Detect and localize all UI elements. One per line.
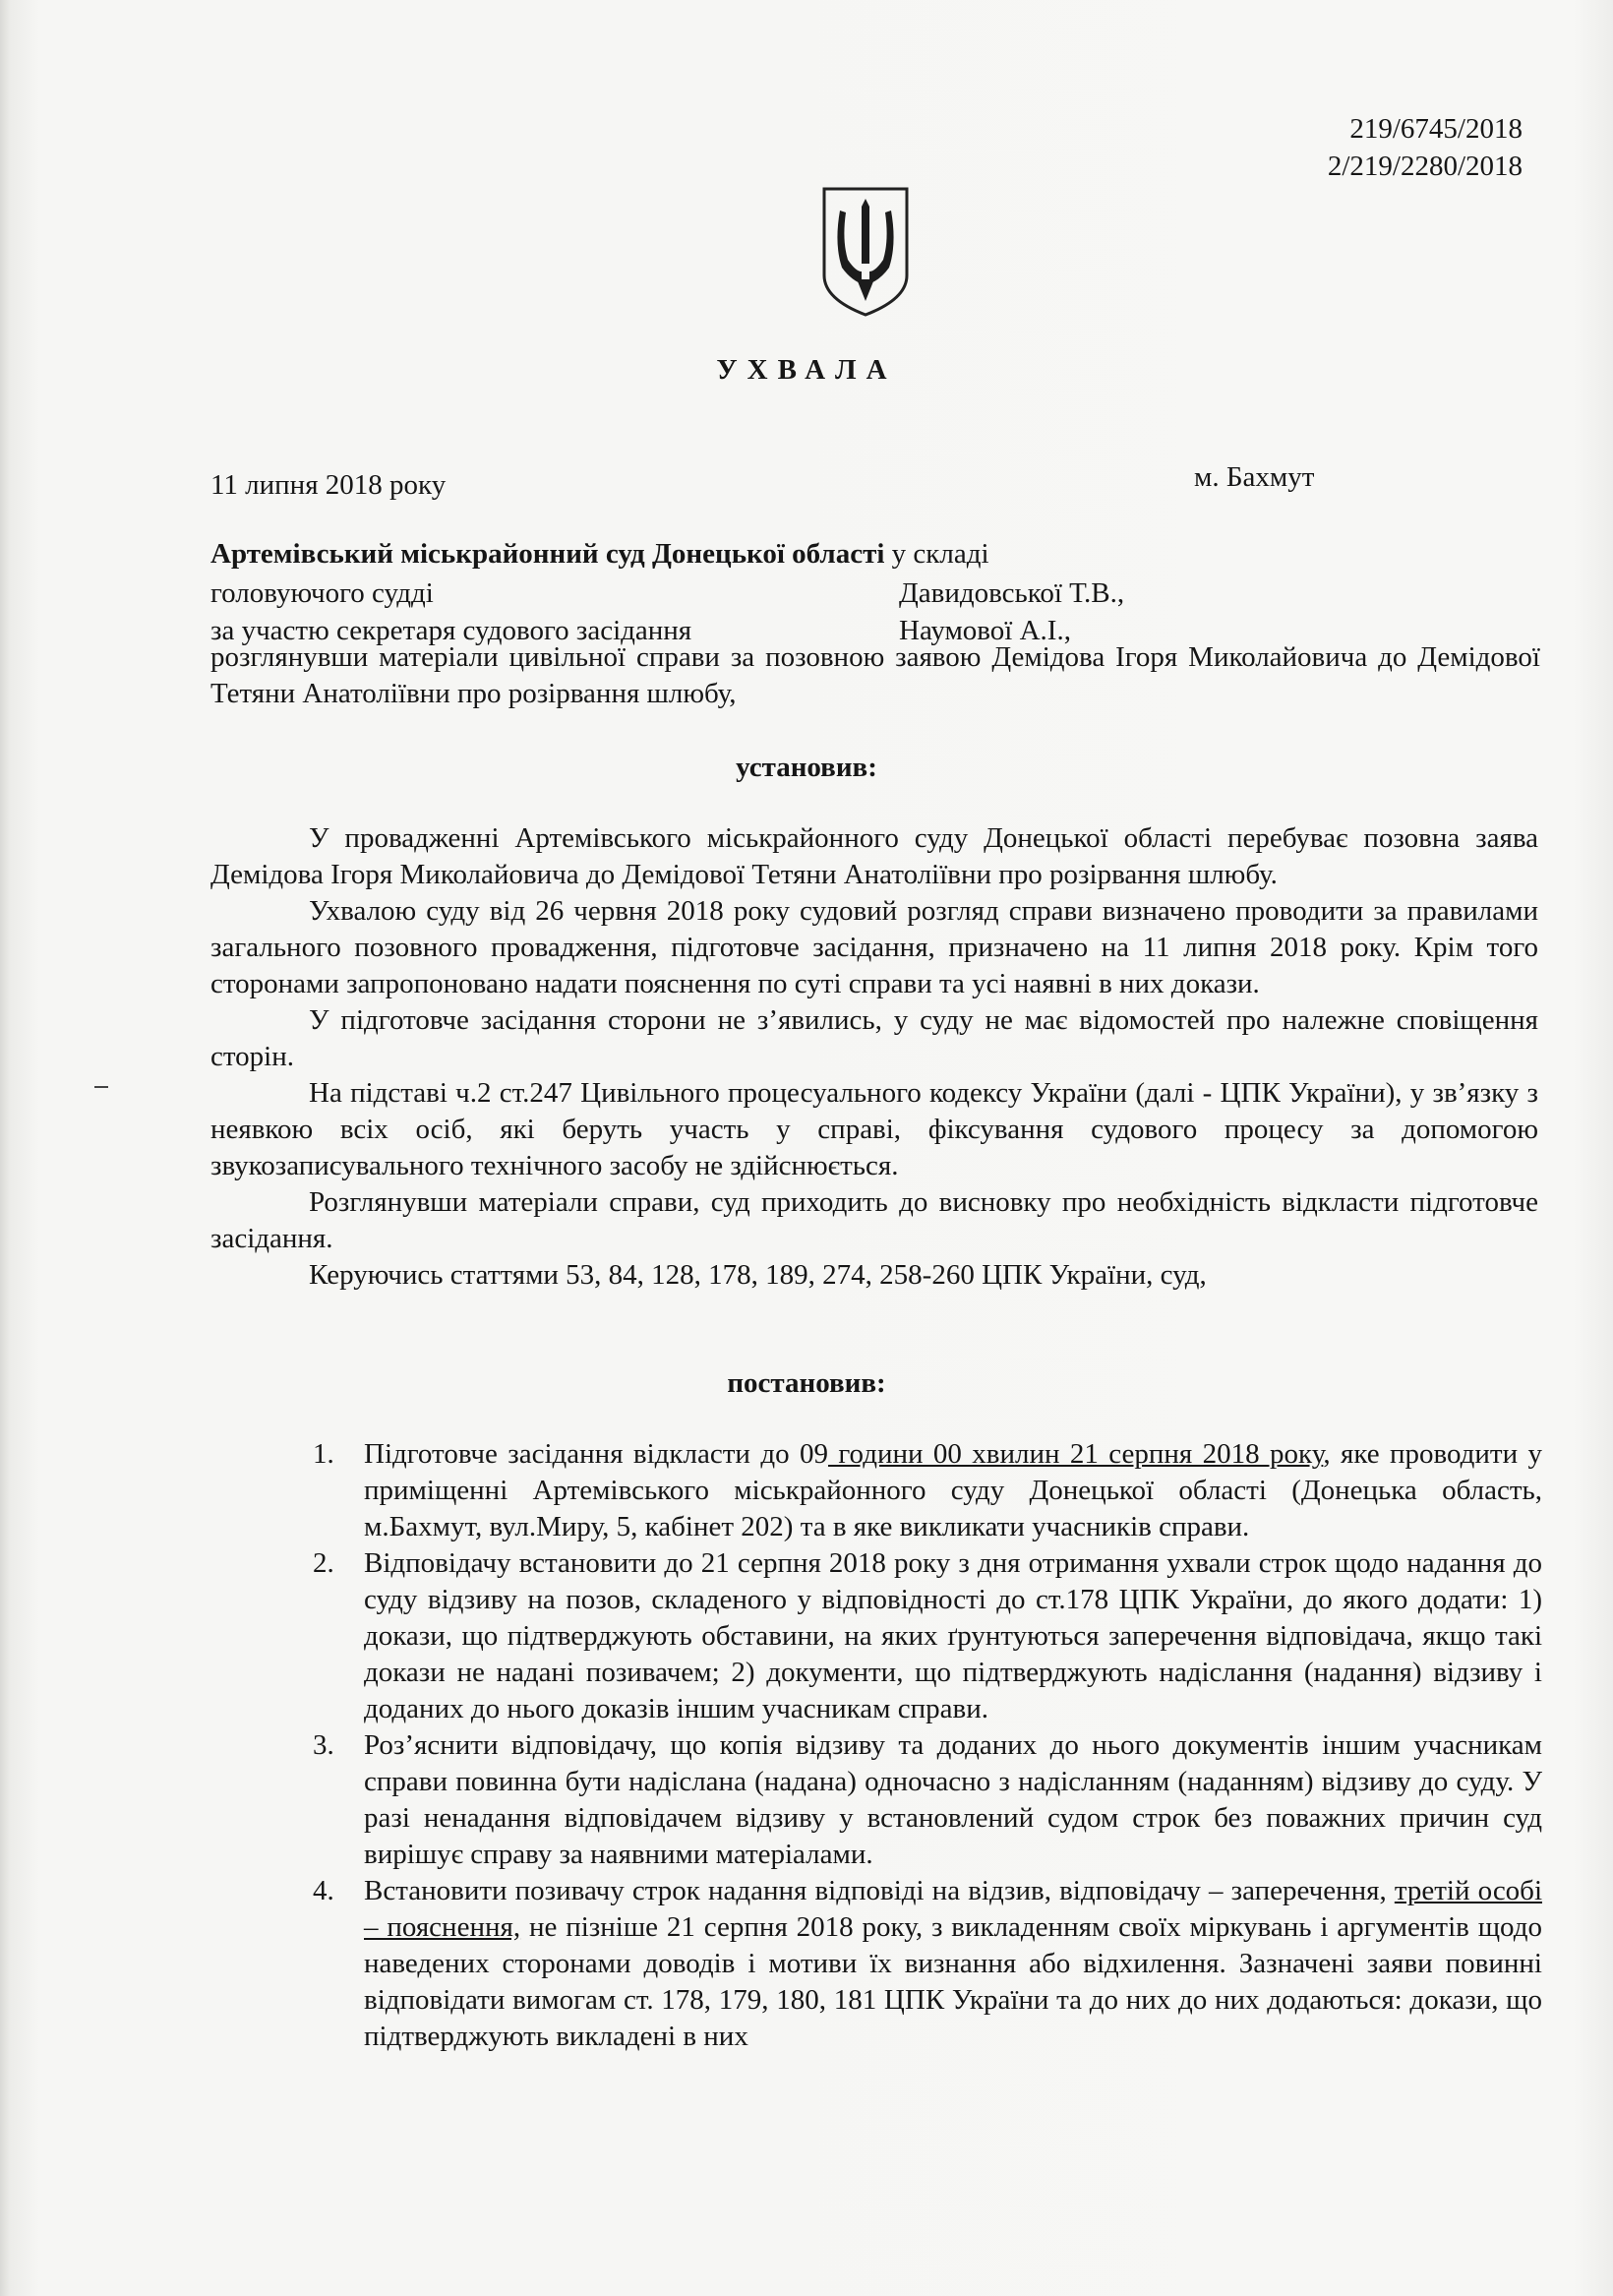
- resolution-item: [313, 1436, 1542, 1545]
- trident-emblem-icon: [818, 185, 913, 319]
- document-city: м. Бахмут: [1194, 461, 1315, 493]
- item-underlined-text: третій особі – пояснення,: [364, 1875, 1542, 1943]
- established-paragraph: Керуючись статтями 53, 84, 128, 178, 189, 274, 258-260 ЦПК України, суд,: [309, 1259, 1207, 1291]
- secretary-name: Наумової А.І.,: [899, 615, 1071, 646]
- court-line: [210, 535, 989, 573]
- established-paragraph: У провадженні Артемівського міськрайонного суду Донецької області перебуває позовна заява Демідова Ігоря Миколайовича до Демідової Тетяни Анатоліївни про розірвання шлюбу.: [210, 822, 1538, 890]
- case-numbers: [1328, 110, 1523, 185]
- resolution-item: [313, 1545, 1542, 1727]
- document-title: УХВАЛА: [716, 354, 897, 386]
- established-paragraph: Ухвалою суду від 26 червня 2018 року судовий розгляд справи визначено проводити за правилами загального позовного провадження, підготовче засідання, призначено на 11 липня 2018 року. Крім того сторонами запропоновано надати пояснення по суті справи та усі наявні в них докази.: [210, 895, 1538, 999]
- document-date: 11 липня 2018 року: [210, 469, 447, 501]
- resolution-item: [313, 1873, 1542, 2055]
- item-underlined-text: години 00 хвилин 21 серпня 2018 року: [827, 1438, 1324, 1470]
- margin-mark: [94, 1086, 108, 1088]
- court-name: Артемівський міськрайонний суд Донецької області: [210, 538, 885, 570]
- case-number-2: 2/219/2280/2018: [1327, 151, 1523, 182]
- item-text-continued: не пізніше 21 серпня 2018 року, з викладенням своїх міркувань і аргументів щодо наведених сторонами доводів і мотиви їх визнання або відхилення. Зазначені заяви повинні відповідати вимогам ст. 178, 179, 180, 181 ЦПК України та до них до них додаються: докази, що підтверджують викладені в них: [364, 1911, 1542, 2052]
- considered-paragraph: розглянувши матеріали цивільної справи за позовною заявою Демідова Ігоря Миколайовича до Демідової Тетяни Анатоліївни про розірвання шлюбу,: [210, 641, 1540, 709]
- item-number: 1.: [313, 1438, 334, 1470]
- case-number-1: 219/6745/2018: [1349, 113, 1523, 145]
- item-number: 3.: [313, 1729, 334, 1761]
- item-text: Роз’яснити відповідачу, що копія відзиву та доданих до нього документів іншим учасникам справи повинна бути надіслана (надана) одночасно з надісланням (наданням) відзиву до суду. У разі ненадання відповідачем відзиву у встановлений судом строк без поважних причин суд вирішує справу за наявними матеріалами.: [364, 1729, 1542, 1870]
- established-paragraph: На підставі ч.2 ст.247 Цивільного процесуального кодексу України (далі - ЦПК України), у зв’язку з неявкою всіх осіб, які беруть участь у справі, фіксування судового процесу за допомогою звукозаписувального технічного засобу не здійснюється.: [210, 1077, 1538, 1181]
- item-text: Встановити позивачу строк надання відповіді на відзив, відповідачу – заперечення,: [364, 1875, 1395, 1906]
- item-text: Підготовче засідання відкласти до 09: [364, 1438, 828, 1470]
- item-number: 2.: [313, 1547, 334, 1579]
- resolution-list: [313, 1436, 1542, 2055]
- presiding-label: головуючого судді: [210, 577, 434, 609]
- item-number: 4.: [313, 1875, 334, 1906]
- established-paragraph: Розглянувши матеріали справи, суд приходить до висновку про необхідність відкласти підготовче засідання.: [210, 1186, 1538, 1254]
- resolved-heading: постановив:: [727, 1367, 886, 1399]
- item-text: Відповідачу встановити до 21 серпня 2018 року з дня отримання ухвали строк щодо надання до суду відзиву на позов, складеного у відповідності до ст.178 ЦПК України, до якого додати: 1) докази, що підтверджують обставини, на яких ґрунтуються заперечення відповідача, якщо такі докази не надані позивачем; 2) документи, що підтверджують надіслання (надання) відзиву і доданих до нього доказів іншим учасникам справи.: [364, 1547, 1542, 1724]
- court-composition: у складі: [891, 538, 989, 570]
- established-section: [210, 820, 1538, 1294]
- established-heading: установив:: [736, 752, 877, 783]
- resolution-item: [313, 1727, 1542, 1873]
- secretary-label: за участю секретаря судового засідання: [210, 615, 692, 646]
- presiding-name: Давидовської Т.В.,: [899, 577, 1125, 609]
- established-paragraph: У підготовче засідання сторони не з’явились, у суду не має відомостей про належне сповіщення сторін.: [210, 1004, 1538, 1072]
- item-text-continued: , яке проводити у приміщенні Артемівського міськрайонного суду Донецької області (Донецька область, м.Бахмут, вул.Миру, 5, кабінет 202) та в яке викликати учасників справи.: [364, 1438, 1542, 1542]
